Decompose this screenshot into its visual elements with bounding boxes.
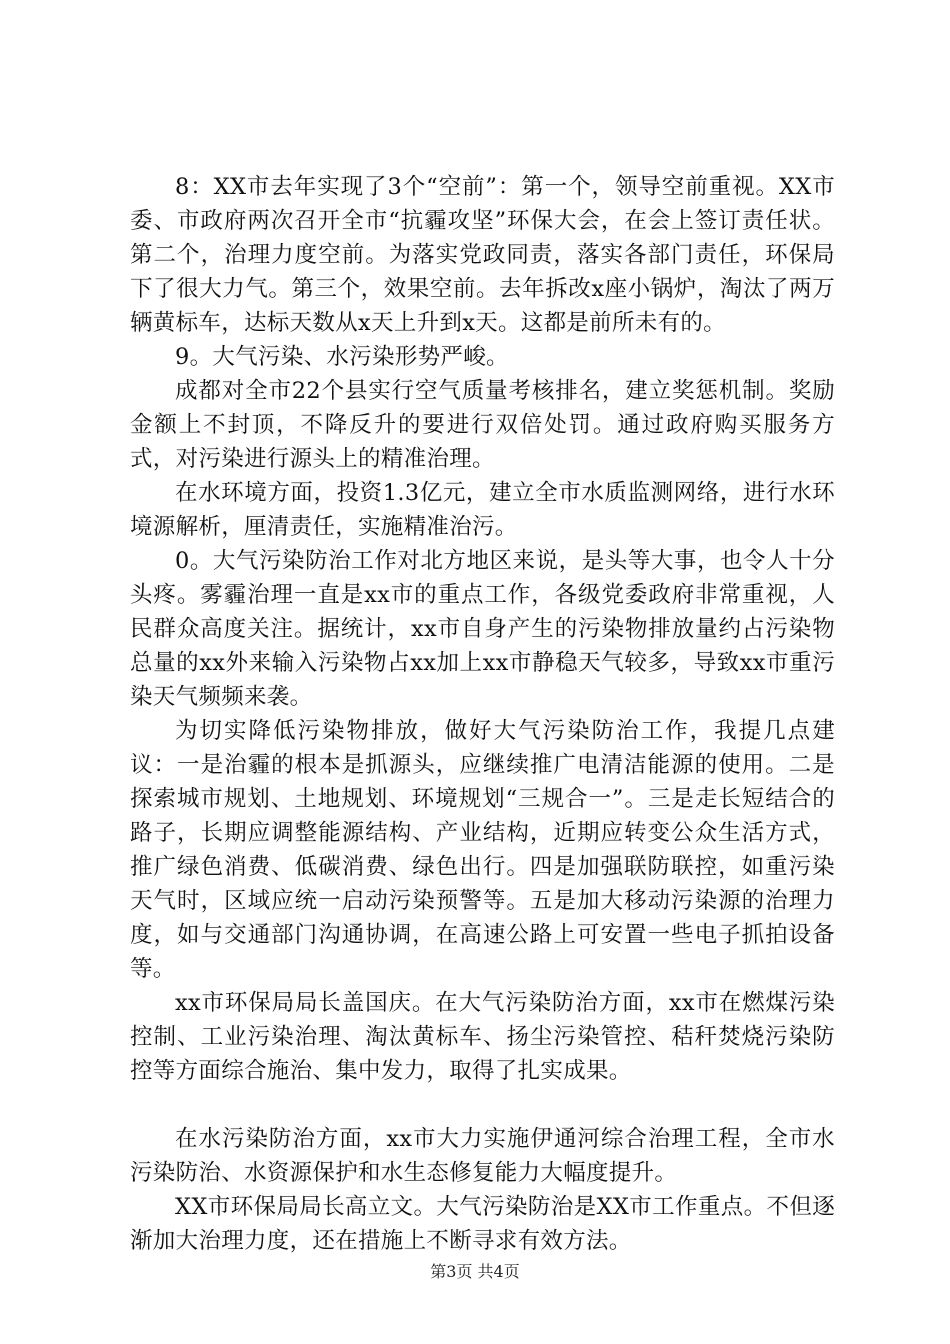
paragraph-2: 9。大气污染、水污染形势严峻。 (175, 344, 509, 370)
paragraph-9: XX市环保局局长高立文。大气污染防治是XX市工作重点。不但逐渐加大治理力度，还在措施上不断寻求有效方法。 (130, 1194, 835, 1254)
page-footer: 第3页 共4页 (430, 1262, 520, 1281)
paragraph-5: 0。大气污染防治工作对北方地区来说，是头等大事，也令人十分头疼。雾霾治理一直是xx市的重点工作，各级党委政府非常重视，人民群众高度关注。据统计，xx市自身产生的污染物排放量约占污染物总量的xx外来输入污染物占xx加上xx市静稳天气较多，导致xx市重污染天气频频来袭。 (130, 548, 835, 710)
paragraph-4: 在水环境方面，投资1.3亿元，建立全市水质监测网络，进行水环境源解析，厘清责任，实施精准治污。 (130, 480, 835, 540)
paragraph-6: 为切实降低污染物排放，做好大气污染防治工作，我提几点建议：一是治霾的根本是抓源头，应继续推广电清洁能源的使用。二是探索城市规划、土地规划、环境规划“三规合一”。三是走长短结合的路子，长期应调整能源结构、产业结构，近期应转变公众生活方式，推广绿色消费、低碳消费、绿色出行。四是加强联防联控，如重污染天气时，区域应统一启动污染预警等。五是加大移动污染源的治理力度，如与交通部门沟通协调，在高速公路上可安置一些电子抓拍设备等。 (130, 718, 835, 982)
document-body (130, 170, 835, 1258)
paragraph-7: xx市环保局局长盖国庆。在大气污染防治方面，xx市在燃煤污染控制、工业污染治理、淘汰黄标车、扬尘污染管控、秸秆焚烧污染防控等方面综合施治、集中发力，取得了扎实成果。 (130, 990, 835, 1084)
paragraph-3: 成都对全市22个县实行空气质量考核排名，建立奖惩机制。奖励金额上不封顶，不降反升的要进行双倍处罚。通过政府购买服务方式，对污染进行源头上的精准治理。 (130, 378, 835, 472)
paragraph-1: 8：XX市去年实现了3个“空前”：第一个，领导空前重视。XX市委、市政府两次召开全市“抗霾攻坚”环保大会，在会上签订责任状。第二个，治理力度空前。为落实党政同责，落实各部门责任，环保局下了很大力气。第三个，效果空前。去年拆改x座小锅炉，淘汰了两万辆黄标车，达标天数从x天上升到x天。这都是前所未有的。 (130, 174, 835, 336)
paragraph-8: 在水污染防治方面，xx市大力实施伊通河综合治理工程，全市水污染防治、水资源保护和水生态修复能力大幅度提升。 (130, 1126, 835, 1186)
